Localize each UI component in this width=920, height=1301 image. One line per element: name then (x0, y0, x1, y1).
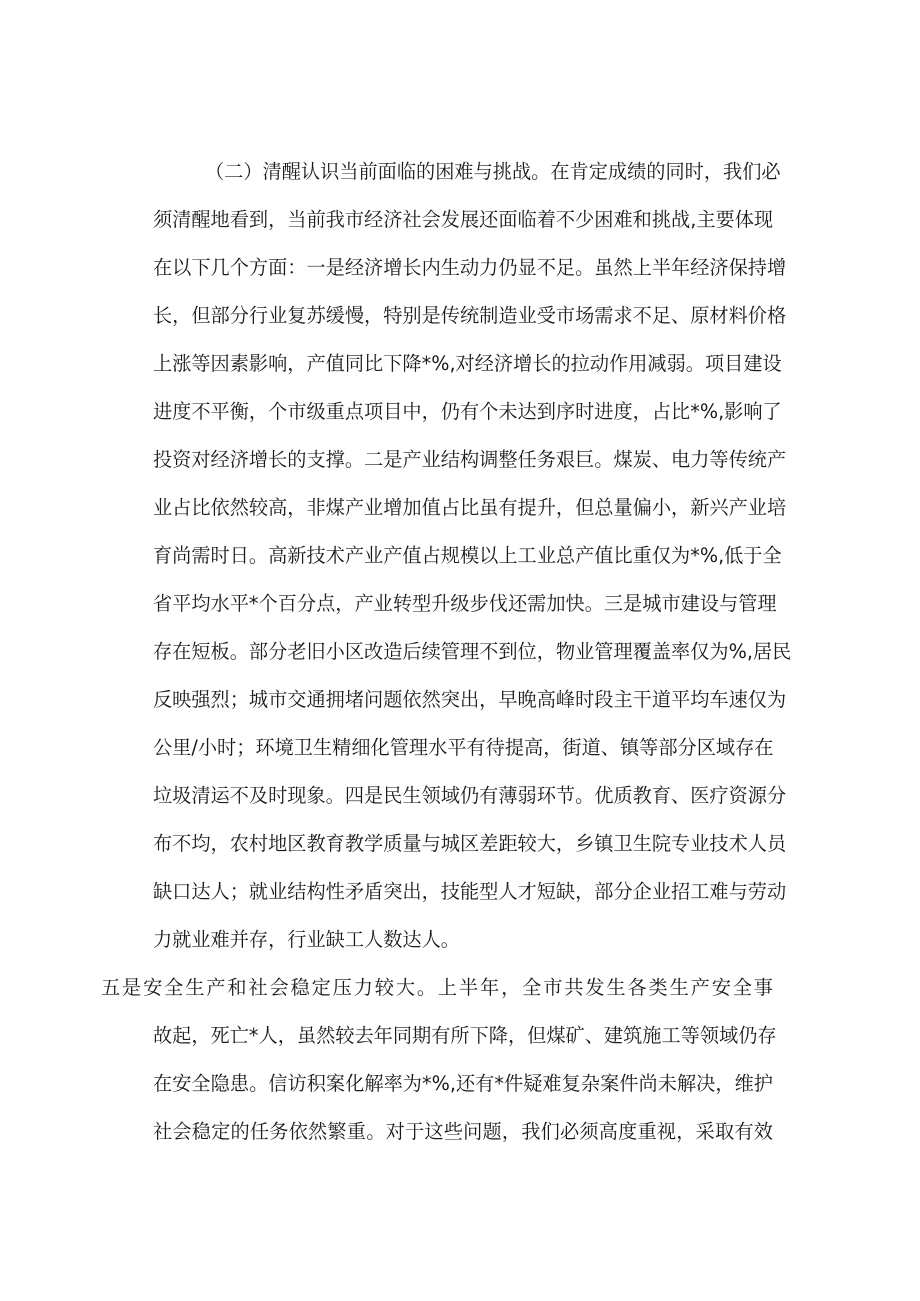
text-line: 省平均水平*个百分点，产业转型升级步伐还需加快。三是城市建设与管理 (153, 592, 777, 615)
text-line: 缺口达人；就业结构性矛盾突出，技能型人才短缺，部分企业招工难与劳动 (153, 880, 787, 903)
text-line: 在安全隐患。信访积案化解率为*%,还有*件疑难复杂案件尚未解决，维护 (153, 1072, 773, 1095)
text-line: 布不均，农村地区教育教学质量与城区差距较大，乡镇卫生院专业技术人员 (153, 832, 787, 855)
text-line: 上涨等因素影响，产值同比下降*%,对经济增长的拉动作用减弱。项目建设 (153, 352, 782, 375)
text-line: 在以下几个方面：一是经济增长内生动力仍显不足。虽然上半年经济保持增 (153, 256, 787, 279)
text-line: 五是安全生产和社会稳定压力较大。上半年，全市共发生各类生产安全事 (101, 976, 773, 999)
text-line: 公里/小时；环境卫生精细化管理水平有待提高，街道、镇等部分区域存在 (153, 736, 774, 759)
text-line: 反映强烈；城市交通拥堵问题依然突出，早晚高峰时段主干道平均车速仅为 (153, 688, 787, 711)
text-line: 故起，死亡*人，虽然较去年同期有所下降，但煤矿、建筑施工等领域仍存 (153, 1024, 777, 1047)
text-line: 须清醒地看到，当前我市经济社会发展还面临着不少困难和挑战,主要体现 (153, 208, 774, 231)
text-line: 存在短板。部分老旧小区改造后续管理不到位，物业管理覆盖率仅为%,居民 (153, 640, 792, 663)
text-line: 社会稳定的任务依然繁重。对于这些问题，我们必须高度重视，采取有效 (153, 1120, 773, 1143)
text-line: 长，但部分行业复苏缓慢，特别是传统制造业受市场需求不足、原材料价格 (153, 304, 787, 327)
text-line: （二）清醒认识当前面临的困难与挑战。在肯定成绩的同时，我们必 (205, 160, 781, 183)
text-line: 力就业难并存，行业缺工人数达人。 (153, 928, 460, 951)
text-line: 业占比依然较高，非煤产业增加值占比虽有提升，但总量偏小，新兴产业培 (153, 496, 787, 519)
text-line: 育尚需时日。高新技术产业产值占规模以上工业总产值比重仅为*%,低于全 (153, 544, 782, 567)
text-line: 投资对经济增长的支撑。二是产业结构调整任务艰巨。煤炭、电力等传统产 (153, 448, 787, 471)
text-line: 垃圾清运不及时现象。四是民生领域仍有薄弱环节。优质教育、医疗资源分 (153, 784, 787, 807)
text-line: 进度不平衡，个市级重点项目中，仍有个未达到序时进度，占比*%,影响了 (153, 400, 782, 423)
